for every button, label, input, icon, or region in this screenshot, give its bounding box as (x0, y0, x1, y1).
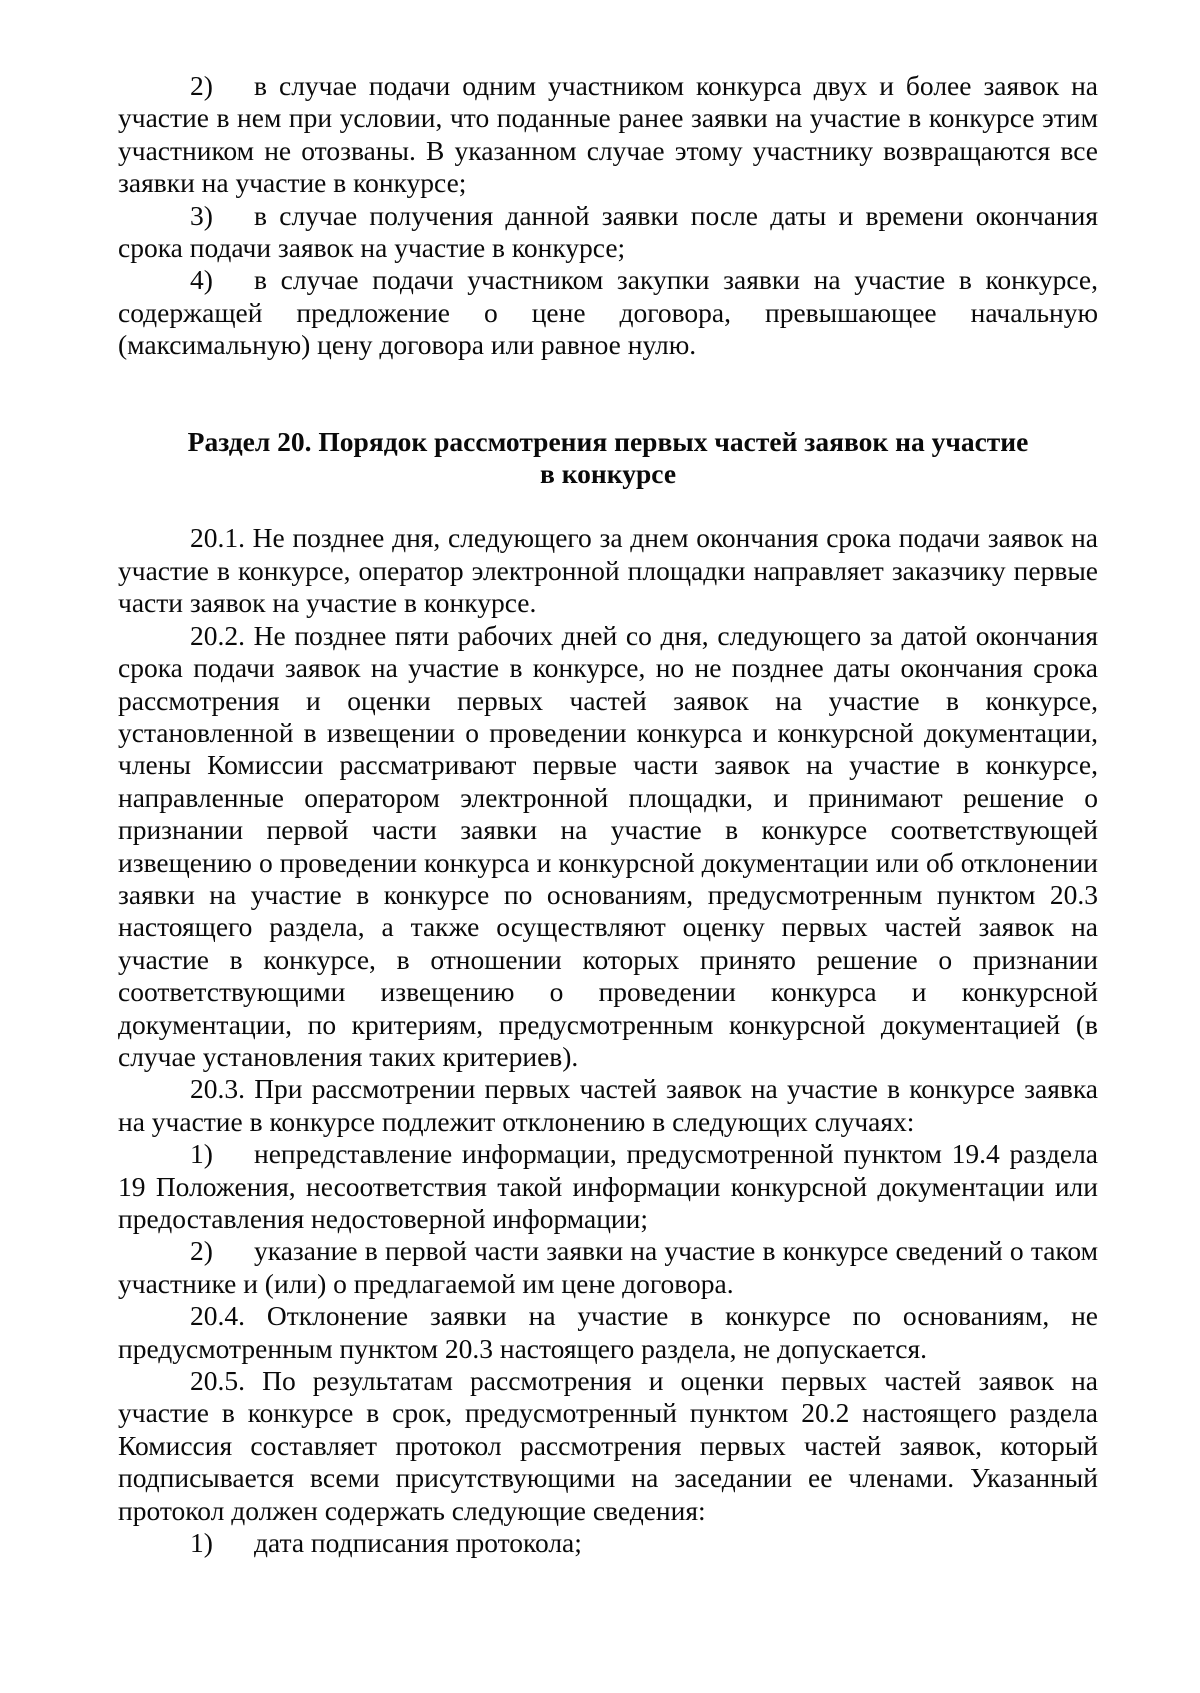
list-item-number: 1) (190, 1527, 213, 1559)
spacer (118, 490, 1098, 522)
spacer (118, 362, 1098, 426)
clause-20-2: 20.2. Не позднее пяти рабочих дней со дня, следующего за датой окончания срока подачи заявок на участие в конкурсе, но не позднее даты окончания срока рассмотрения и оценки первых частей заявок на участие в конкурсе, установленной в извещении о проведении конкурса и конкурсной документации, члены Комиссии рассматривают первые части заявок на участие в конкурсе, направленные оператором электронной площадки, и принимают решение о признании первой части заявки на участие в конкурсе соответствующей извещению о проведении конкурса и конкурсной документации или об отклонении заявки на участие в конкурсе по основаниям, предусмотренным пунктом 20.3 настоящего раздела, а также осуществляют оценку первых частей заявок на участие в конкурсе, в отношении которых принято решение о признании соответствующими извещению о проведении конкурса и конкурсной документации, по критериям, предусмотренным конкурсной документацией (в случае установления таких критериев). (118, 619, 1098, 1072)
list-item-text: указание в первой части заявки на участие в конкурсе сведений о таком участнике и (или) о предлагаемой им цене договора. (118, 1235, 1098, 1299)
list-item-number: 3) (190, 199, 213, 231)
clause-20-3: 20.3. При рассмотрении первых частей заявок на участие в конкурсе заявка на участие в конкурсе подлежит отклонению в следующих случаях: (118, 1073, 1098, 1137)
list-item-text: в случае получения данной заявки после даты и времени окончания срока подачи заявок на участие в конкурсе; (118, 199, 1098, 264)
list-item (118, 200, 1098, 265)
clause-20-5: 20.5. По результатам рассмотрения и оценки первых частей заявок на участие в конкурсе в срок, предусмотренный пунктом 20.2 настоящего раздела Комиссия составляет протокол рассмотрения первых частей заявок, который подписывается всеми присутствующими на заседании ее членами. Указанный протокол должен содержать следующие сведения: (118, 1365, 1098, 1526)
list-item-text: в случае подачи одним участником конкурса двух и более заявок на участие в нем при условии, что поданные ранее заявки на участие в конкурсе этим участником не отозваны. В указанном случае этому участнику возвращаются все заявки на участие в конкурсе; (118, 70, 1098, 199)
list-item (118, 70, 1098, 200)
document-page (118, 70, 1098, 1559)
section-title-line2: в конкурсе (539, 458, 677, 490)
clause-20-4: 20.4. Отклонение заявки на участие в конкурсе по основаниям, не предусмотренным пунктом 20.3 настоящего раздела, не допускается. (118, 1300, 1098, 1364)
list-item (118, 264, 1098, 361)
clause-20-1: 20.1. Не позднее дня, следующего за днем окончания срока подачи заявок на участие в конкурсе, оператор электронной площадки направляет заказчику первые части заявок на участие в конкурсе. (118, 522, 1098, 619)
list-item (118, 1138, 1098, 1235)
list-item-text: непредставление информации, предусмотренной пунктом 19.4 раздела 19 Положения, несоответствия такой информации конкурсной документации или предоставления недостоверной информации; (118, 1138, 1098, 1234)
list-item-text: в случае подачи участником закупки заявки на участие в конкурсе, содержащей предложение о цене договора, превышающее начальную (максимальную) цену договора или равное нулю. (118, 264, 1098, 361)
section-title-line1: Раздел 20. Порядок рассмотрения первых частей заявок на участие (187, 425, 1029, 457)
list-item-number: 2) (190, 1235, 213, 1267)
list-item-text: дата подписания протокола; (254, 1527, 582, 1559)
list-item-number: 1) (190, 1138, 213, 1170)
list-item-number: 2) (190, 70, 213, 101)
list-item-number: 4) (190, 264, 213, 296)
list-item (118, 1527, 1098, 1559)
list-item (118, 1235, 1098, 1300)
